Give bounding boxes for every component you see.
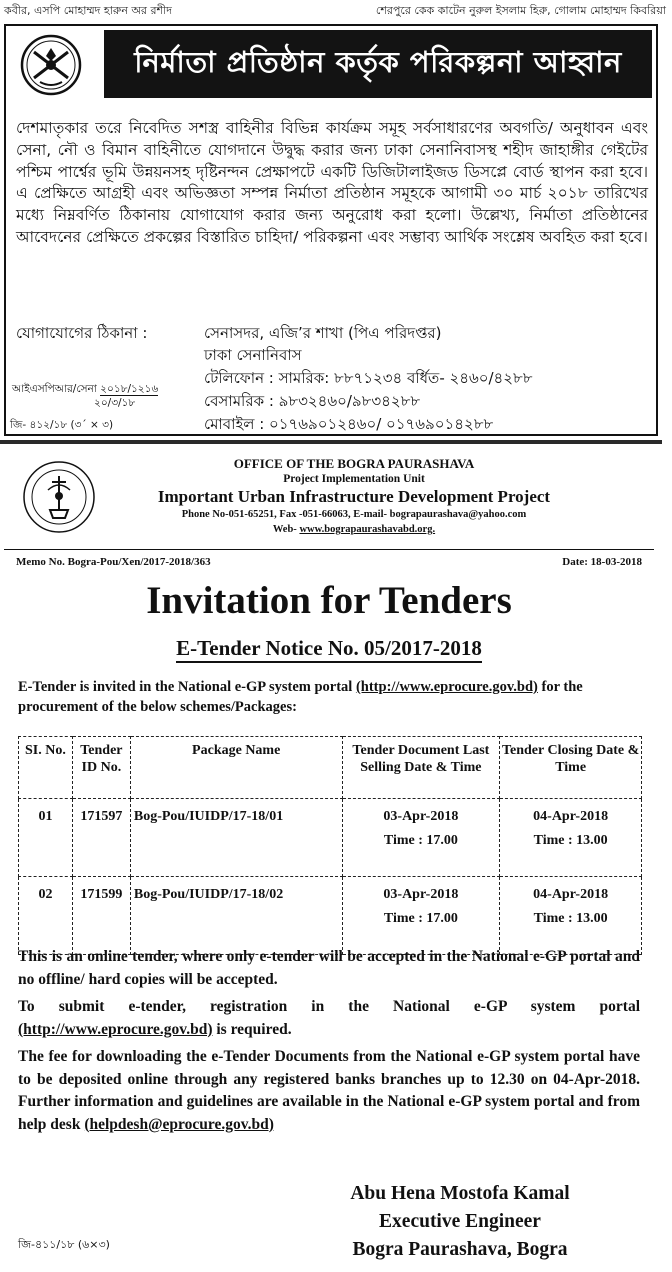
col-header-sell-date: Tender Document Last Selling Date & Time — [342, 737, 500, 799]
col-header-close-date: Tender Closing Date & Time — [500, 737, 642, 799]
cell-id: 171597 — [72, 799, 130, 877]
memo-number: Memo No. Bogra-Pou/Xen/2017-2018/363 — [16, 556, 211, 568]
tender-title: Invitation for Tenders — [146, 579, 512, 622]
signatory-name: Abu Hena Mostofa Kamal — [350, 1183, 570, 1204]
office-name: OFFICE OF THE BOGRA PAURASHAVA — [233, 456, 475, 471]
cell-sl: 02 — [19, 877, 73, 955]
para3-text: The fee for downloading the e-Tender Documents from the National e-GP system portal have to be deposited online through any registered banks branches up to 12.30 on 04-Apr-2018. Further information and guidelines are available in the National e-GP system portal and from help desk — [18, 1048, 640, 1133]
contact-label: যোগাযোগের ঠিকানা : — [16, 324, 148, 342]
unit-name: Project Implementation Unit — [283, 473, 425, 485]
paragraph-online-tender: This is an online tender, where only e-tender will be accepted in the National e-GP portal and no offline/ hard copies will be accepted. — [18, 948, 640, 988]
reference-number: ২০১৮/১২১৬ — [100, 383, 159, 395]
web-label: Web- — [272, 524, 300, 535]
tender-ad-code: জি-৪১১/১৮ (৬×৩) — [18, 1238, 110, 1251]
reference-date: ২০/৩/১৮ — [94, 397, 136, 409]
bangla-notice-title: নির্মাতা প্রতিষ্ঠান কর্তৃক পরিকল্পনা আহ্বান — [104, 30, 652, 98]
close-date: 04-Apr-2018 — [533, 887, 609, 902]
top-strip-right-text: শেরপুরে কেক কাটেন নুরুল ইসলাম হিরু, গোলাম মোহাম্মদ কিবরিয়া — [375, 4, 666, 17]
signatory-office: Bogra Paurashava, Bogra — [352, 1239, 568, 1260]
tender-intro — [18, 678, 654, 717]
cell-sell — [342, 877, 500, 955]
signatory-title: Executive Engineer — [379, 1211, 541, 1232]
cell-close — [500, 877, 642, 955]
contact-address-line2: ঢাকা সেনানিবাস — [204, 346, 302, 364]
cell-sl: 01 — [19, 799, 73, 877]
project-name: Important Urban Infrastructure Development Project — [157, 487, 551, 506]
paragraph-fee — [18, 1046, 640, 1136]
col-header-package: Package Name — [130, 737, 342, 799]
reference-prefix: আইএসপিআর/সেনা — [12, 383, 101, 395]
sell-time: Time : 17.00 — [383, 833, 458, 848]
bangla-notice-body: দেশমাতৃকার তরে নিবেদিত সশস্ত্র বাহিনীর বিভিন্ন কার্যক্রম সমূহ সর্বসাধারণের অবগতি/ অনুধাবন এবং সেনা, নৌ ও বিমান বাহিনীতে যোগদানে উদ্বুদ্ধ করার জন্য ঢাকা সেনানিবাসস্থ শহীদ জাহাঙ্গীর গেইটের পশ্চিম পার্শ্বের ভূমি উন্নয়নসহ দৃষ্টিনন্দন প্রেক্ষাপটে একটি ডিজিটালাইজড ডিসপ্লে বোর্ড স্থাপন করা হবে। এ প্রেক্ষিতে আগ্রহী এবং অভিজ্ঞতা সম্পন্ন নির্মাতা প্রতিষ্ঠান সমূহকে আগামী ৩০ মার্চ ২০১৮ তারিখের মধ্যে নিম্নবর্ণিত ঠিকানায় যোগাযোগ করার জন্য অনুরোধ করা হলো। উল্লেখ্য, নির্মাতা প্রতিষ্ঠানের আবেদনের প্রেক্ষিতে প্রকল্পের বিস্তারিত চাহিদা/ পরিকল্পনা এবং সম্ভাব্য আর্থিক সংশ্লেষ অবহিত করা হবে। — [16, 119, 648, 246]
paragraph-registration — [18, 996, 640, 1041]
sell-time: Time : 17.00 — [383, 911, 458, 926]
web-link[interactable]: www.bograpaurashavabd.org. — [299, 524, 436, 535]
tender-notice — [4, 446, 662, 1272]
table-header-row — [19, 737, 642, 799]
col-header-sl: SI. No. — [19, 737, 73, 799]
cell-id: 171599 — [72, 877, 130, 955]
top-strip — [0, 0, 672, 26]
header-rule — [4, 549, 654, 550]
helpdesk-email-link[interactable]: (helpdesh@eprocure.gov.bd) — [84, 1115, 274, 1133]
tender-notice-number: E-Tender Notice No. 05/2017-2018 — [176, 636, 482, 663]
tender-subtitle — [4, 636, 654, 661]
table-row — [19, 799, 642, 877]
contact-phone-military: টেলিফোন : সামরিক: ৮৮৭১২৩৪ বর্ধিত- ২৪৬০/৪২৮৮ — [204, 369, 533, 387]
para2-portal-link[interactable]: (http://www.eprocure.gov.bd) — [18, 1020, 213, 1038]
intro-portal-link[interactable]: (http://www.eprocure.gov.bd) — [355, 679, 538, 695]
bangla-reference — [12, 382, 158, 396]
para2-text-2: is required. — [212, 1020, 292, 1038]
memo-date: Date: 18-03-2018 — [562, 556, 642, 568]
sell-date: 03-Apr-2018 — [383, 809, 459, 824]
contact-address-line1: সেনাসদর, এজি’র শাখা (পিএ পরিদপ্তর) — [204, 324, 442, 342]
cell-package: Bog-Pou/IUIDP/17-18/02 — [130, 877, 342, 955]
contact-phone-civil: বেসামরিক : ৯৮৩২৪৬০/৯৮৩৪২৮৮ — [204, 392, 421, 410]
tender-header — [104, 456, 604, 537]
section-divider — [0, 440, 662, 444]
army-emblem-icon — [20, 34, 82, 96]
sell-date: 03-Apr-2018 — [383, 887, 459, 902]
close-time: Time : 13.00 — [533, 911, 608, 926]
close-time: Time : 13.00 — [533, 833, 608, 848]
intro-text-2: for the procurement of the below schemes/Packages: — [18, 679, 583, 715]
bangla-ad-code: জি- ৪১২/১৮ (৩´ × ৩) — [10, 419, 114, 431]
office-web — [104, 522, 604, 537]
intro-text-1: E-Tender is invited in the National e-GP system portal — [18, 679, 356, 695]
para2-text-1: To submit e-tender, registration in the National e-GP system portal — [18, 998, 640, 1015]
contact-mobile: মোবাইল : ০১৭৬৯০১২৪৬০/ ০১৭৬৯০১৪২৮৮ — [204, 415, 494, 433]
cell-close — [500, 799, 642, 877]
cell-sell — [342, 799, 500, 877]
top-strip-left-text: কবীর, এসপি মোহাম্মদ হারুন অর রশীদ — [4, 4, 172, 17]
office-contact: Phone No-051-65251, Fax -051-66063, E-mail- bograpaurashava@yahoo.com — [181, 509, 527, 520]
col-header-id: Tender ID No. — [72, 737, 130, 799]
table-row — [19, 877, 642, 955]
close-date: 04-Apr-2018 — [533, 809, 609, 824]
cell-package: Bog-Pou/IUIDP/17-18/01 — [130, 799, 342, 877]
paurashava-seal-icon — [22, 460, 96, 534]
tender-table — [18, 736, 642, 955]
bangla-notice — [4, 24, 658, 436]
